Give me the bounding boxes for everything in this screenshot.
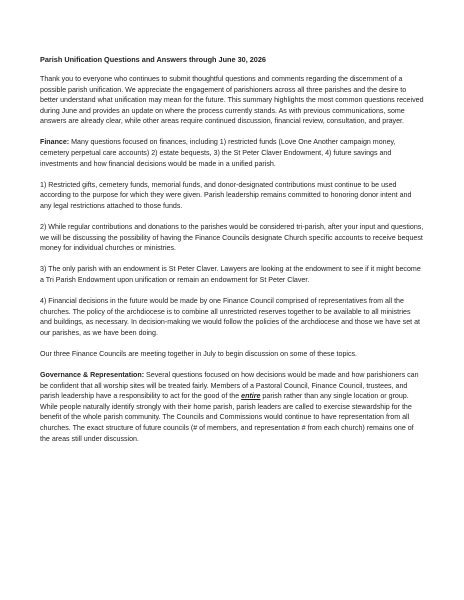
governance-text-b: parish rather than any single location or group. While people naturally identify strongly with their home parish, parish leaders are called to exercise stewardship for the benefit of the whole parish community. The Councils and Commissions would continue to have representation from all churches. The exact structure of future councils (# of members, and representation # from each church) remains one of the areas still under discussion. xyxy=(40,392,414,443)
finance-text: Many questions focused on finances, including 1) restricted funds (Love One Another campaign money, cemetery perpetual care accounts) 2) estate bequests, 3) the St Peter Claver Endowment, 4) future savings and investments and how financial decisions would be made in a unified parish. xyxy=(40,138,396,168)
finance-item-4: 4) Financial decisions in the future would be made by one Finance Council comprised of representatives from all the churches. The policy of the archdiocese is to combine all unrestricted reserves together to be available to all ministries and buildings, as necessary. In decision-making we would follow the policies of the archdiocese and those we have set at our parishes, as we have been doing. xyxy=(40,297,420,337)
finance-heading: Finance: xyxy=(40,138,70,147)
governance-text-a: Several questions focused on how decisions would be made and how parishioners can be confident that all worship sites will be treated fairly. Members of a Pastoral Council, Finance Council, trustees, and parish leadership have a responsibility to act for the good of the xyxy=(40,370,419,401)
document-title: Parish Unification Questions and Answers through June 30, 2026 xyxy=(40,55,266,64)
finance-item-2: 2) While regular contributions and donations to the parishes would be considered tri-parish, after your input and questions, we will be discussing the possibility of having the Finance Councils designate Church specific accounts to receive bequest money for individual churches or ministries. xyxy=(40,223,424,253)
governance-paragraph xyxy=(40,370,424,444)
governance-emphasis: entire xyxy=(241,392,261,401)
finance-councils-note: Our three Finance Councils are meeting together in July to begin discussion on some of these topics. xyxy=(40,349,358,358)
finance-item-1: 1) Restricted gifts, cemetery funds, memorial funds, and donor-designated contributions must continue to be used according to the purpose for which they were given. Parish leadership remains committed to honoring donor intent and any legal restrictions attached to those funds. xyxy=(40,180,412,210)
finance-item-3: 3) The only parish with an endowment is St Peter Claver. Lawyers are looking at the endowment to see if it might become a Tri Parish Endowment upon unification or remain an endowment for St Peter Claver. xyxy=(40,265,421,284)
finance-paragraph xyxy=(40,137,424,169)
intro-paragraph: Thank you to everyone who continues to submit thoughtful questions and comments regarding the discernment of a possible parish unification. We appreciate the engagement of parishioners across all three parishes and the desire to better understand what unification may mean for the future. This summary highlights the most common questions received during June and provides an update on where the process currently stands. As with previous communications, some answers are already clear, while other areas require continued discussion, financial review, consultation, and prayer. xyxy=(40,75,424,126)
governance-heading: Governance & Representation: xyxy=(40,370,145,379)
